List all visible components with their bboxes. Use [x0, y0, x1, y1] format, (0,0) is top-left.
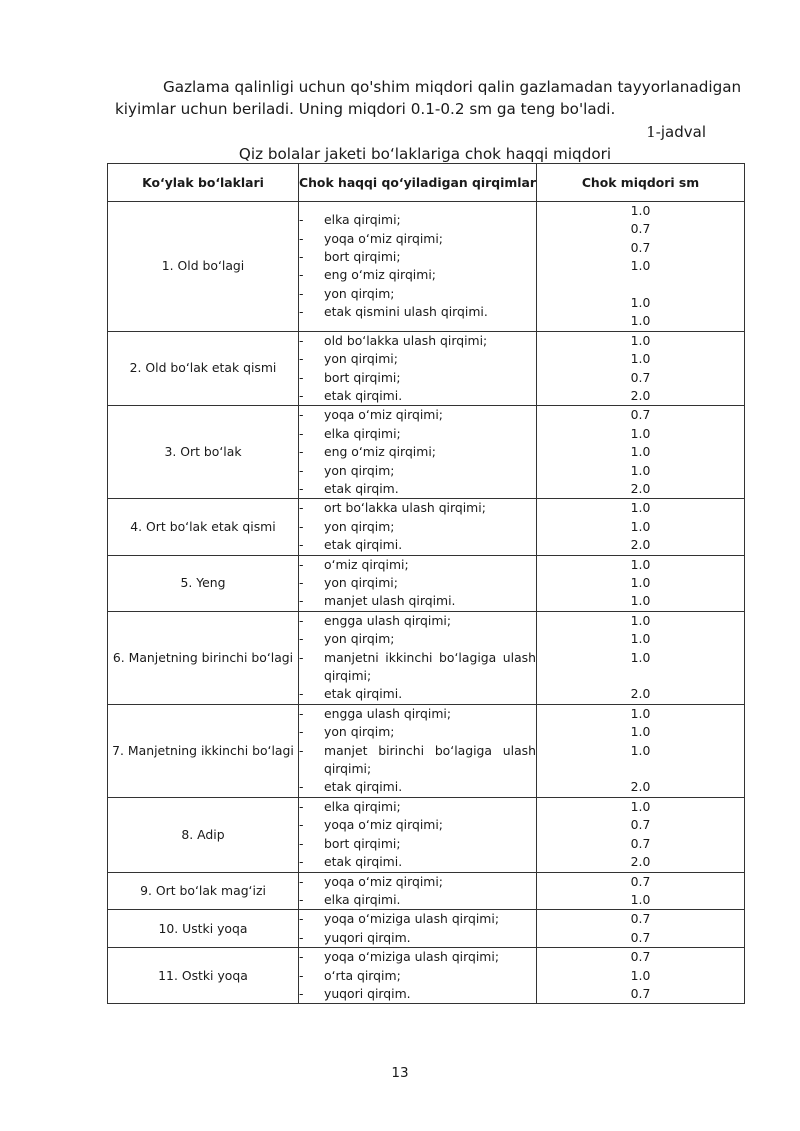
- amount-value: 1.0: [630, 742, 651, 758]
- cut-text: yon qirqim;: [324, 631, 395, 647]
- dash-bullet: -: [299, 798, 304, 814]
- amount-value: 1.0: [630, 612, 651, 628]
- cuts-cell: [299, 948, 537, 1004]
- amount-value: 1.0: [630, 631, 651, 647]
- cut-text: yuqori qirqim.: [324, 985, 411, 1001]
- cut-item: [299, 592, 536, 610]
- amount-value: 1.0: [630, 593, 651, 609]
- cut-item: [299, 303, 536, 321]
- cut-text: bort qirqimi;: [324, 248, 401, 264]
- page-number: 13: [391, 1065, 409, 1081]
- table-header-row: [108, 164, 745, 202]
- dash-bullet: -: [299, 835, 304, 851]
- dash-bullet: -: [299, 518, 304, 534]
- dash-bullet: -: [299, 407, 304, 423]
- cut-text: yon qirqimi;: [324, 575, 398, 591]
- table-row: [108, 872, 745, 910]
- amount-cell: [537, 202, 745, 332]
- cut-text: elka qirqimi;: [324, 212, 401, 228]
- dash-bullet: -: [299, 230, 304, 246]
- dash-bullet: -: [299, 873, 304, 889]
- part-name-cell: 10. Ustki yoqa: [108, 910, 299, 948]
- table-row: [108, 797, 745, 872]
- dash-bullet: -: [299, 705, 304, 721]
- cut-item: [299, 723, 536, 741]
- table-row: [108, 704, 745, 797]
- cut-item: [299, 387, 536, 405]
- dash-bullet: -: [299, 462, 304, 478]
- dash-bullet: -: [299, 686, 304, 702]
- table-label: jadval: [660, 123, 706, 141]
- cut-text: manjetni ikkinchi bo‘lagiga ulash qirqimi;: [324, 649, 536, 684]
- cut-text: yoqa o‘miz qirqimi;: [324, 407, 443, 423]
- cut-text: engga ulash qirqimi;: [324, 612, 452, 628]
- amount-value: 1.0: [630, 967, 651, 983]
- cut-text: eng o‘miz qirqimi;: [324, 267, 436, 283]
- amount-cell: [537, 406, 745, 499]
- cut-text: yoqa o‘miz qirqimi;: [324, 873, 443, 889]
- amount-value: 0.7: [630, 817, 651, 833]
- amount-value: 0.7: [630, 407, 651, 423]
- dash-bullet: -: [299, 285, 304, 301]
- cut-text: etak qirqimi.: [324, 537, 403, 553]
- dash-bullet: -: [299, 351, 304, 367]
- cut-item: [299, 406, 536, 424]
- cut-item: [299, 518, 536, 536]
- amount-value: 1.0: [630, 705, 651, 721]
- dash-bullet: -: [299, 480, 304, 496]
- cut-text: etak qirqimi.: [324, 686, 403, 702]
- cuts-cell: [299, 611, 537, 704]
- cut-text: etak qirqimi.: [324, 854, 403, 870]
- cuts-cell: [299, 910, 537, 948]
- amount-value: 0.7: [630, 911, 651, 927]
- amount-value: [537, 276, 744, 294]
- cut-text: yoqa o‘miziga ulash qirqimi;: [324, 949, 499, 965]
- dash-bullet: -: [299, 267, 304, 283]
- amount-value: 0.7: [630, 221, 651, 237]
- header-part: Ko‘ylak bo‘laklari: [108, 164, 299, 202]
- cut-item: [299, 574, 536, 592]
- header-cuts: Chok haqqi qo‘yiladigan qirqimlar: [299, 164, 537, 202]
- amount-value: [537, 760, 744, 778]
- cut-text: yon qirqim;: [324, 462, 395, 478]
- amount-value: 1.0: [630, 351, 651, 367]
- dash-bullet: -: [299, 967, 304, 983]
- dash-bullet: -: [299, 929, 304, 945]
- cut-item: [299, 443, 536, 461]
- amount-value: 0.7: [630, 949, 651, 965]
- part-name-cell: 8. Adip: [108, 797, 299, 872]
- amount-value: 1.0: [630, 500, 651, 516]
- amount-cell: [537, 611, 745, 704]
- table-number: 1-: [646, 123, 661, 141]
- cut-text: bort qirqimi;: [324, 835, 401, 851]
- table-body: [108, 202, 745, 1004]
- cut-text: yoqa o‘miz qirqimi;: [324, 817, 443, 833]
- cut-item: [299, 798, 536, 816]
- part-name-cell: 9. Ort bo‘lak mag‘izi: [108, 872, 299, 910]
- dash-bullet: -: [299, 779, 304, 795]
- amount-cell: [537, 555, 745, 611]
- dash-bullet: -: [299, 742, 304, 758]
- cut-item: [299, 480, 536, 498]
- dash-bullet: -: [299, 332, 304, 348]
- part-name-cell: 1. Old bo‘lagi: [108, 202, 299, 332]
- dash-bullet: -: [299, 631, 304, 647]
- seam-allowance-table: [107, 163, 745, 1004]
- cut-text: old bo‘lakka ulash qirqimi;: [324, 332, 488, 348]
- amount-value: 1.0: [630, 425, 651, 441]
- cut-item: [299, 948, 536, 966]
- cut-item: [299, 248, 536, 266]
- cut-text: yon qirqim;: [324, 724, 395, 740]
- cut-text: manjet ulash qirqimi.: [324, 593, 456, 609]
- amount-value: 2.0: [630, 779, 651, 795]
- table-row: [108, 611, 745, 704]
- dash-bullet: -: [299, 817, 304, 833]
- cut-text: etak qismini ulash qirqimi.: [324, 304, 488, 320]
- dash-bullet: -: [299, 387, 304, 403]
- amount-value: 0.7: [630, 239, 651, 255]
- amount-value: 1.0: [630, 203, 651, 218]
- cut-text: ort bo‘lakka ulash qirqimi;: [324, 500, 486, 516]
- table-row: [108, 555, 745, 611]
- cut-text: etak qirqim.: [324, 480, 399, 496]
- cut-item: [299, 369, 536, 387]
- cut-item: [299, 873, 536, 891]
- amount-value: 2.0: [630, 686, 651, 702]
- cuts-cell: [299, 331, 537, 406]
- table-row: [108, 406, 745, 499]
- header-amount: Chok miqdori sm: [537, 164, 745, 202]
- amount-value: 1.0: [630, 332, 651, 348]
- cut-text: yuqori qirqim.: [324, 929, 411, 945]
- cut-text: bort qirqimi;: [324, 369, 401, 385]
- table-number-label: [646, 122, 706, 142]
- cut-item: [299, 967, 536, 985]
- cuts-cell: [299, 797, 537, 872]
- cut-item: [299, 536, 536, 554]
- cut-item: [299, 556, 536, 574]
- cut-text: engga ulash qirqimi;: [324, 705, 452, 721]
- cuts-cell: [299, 499, 537, 555]
- part-name-cell: 5. Yeng: [108, 555, 299, 611]
- cut-item: [299, 891, 536, 909]
- amount-value: 0.7: [630, 929, 651, 945]
- part-name-cell: 11. Ostki yoqa: [108, 948, 299, 1004]
- cut-item: [299, 649, 536, 686]
- cut-text: eng o‘miz qirqimi;: [324, 444, 436, 460]
- dash-bullet: -: [299, 304, 304, 320]
- dash-bullet: -: [299, 575, 304, 591]
- amount-cell: [537, 872, 745, 910]
- amount-value: 1.0: [630, 518, 651, 534]
- dash-bullet: -: [299, 593, 304, 609]
- cut-item: [299, 211, 536, 229]
- amount-value: 0.7: [630, 985, 651, 1001]
- amount-cell: [537, 331, 745, 406]
- amount-value: 1.0: [630, 724, 651, 740]
- cut-item: [299, 929, 536, 947]
- table-row: [108, 202, 745, 332]
- cut-item: [299, 462, 536, 480]
- amount-value: 1.0: [630, 575, 651, 591]
- cut-item: [299, 985, 536, 1003]
- cuts-cell: [299, 704, 537, 797]
- cut-text: yoqa o‘miz qirqimi;: [324, 230, 443, 246]
- cut-item: [299, 425, 536, 443]
- amount-value: 1.0: [630, 462, 651, 478]
- dash-bullet: -: [299, 248, 304, 264]
- cut-text: yon qirqim;: [324, 285, 395, 301]
- cut-text: yon qirqimi;: [324, 351, 398, 367]
- part-name-cell: 2. Old bo‘lak etak qismi: [108, 331, 299, 406]
- dash-bullet: -: [299, 949, 304, 965]
- cut-text: o‘rta qirqim;: [324, 967, 401, 983]
- cut-text: o‘miz qirqimi;: [324, 556, 409, 572]
- amount-value: 1.0: [630, 891, 651, 907]
- cuts-cell: [299, 202, 537, 332]
- amount-value: 0.7: [630, 873, 651, 889]
- intro-paragraph: [115, 76, 745, 120]
- intro-text: Gazlama qalinligi uchun qo'shim miqdori qalin gazlamadan tayyorlanadigan kiyimlar uchun beriladi. Uning miqdori 0.1-0.2 sm ga teng bo'ladi.: [115, 78, 742, 118]
- dash-bullet: -: [299, 612, 304, 628]
- dash-bullet: -: [299, 425, 304, 441]
- table-row: [108, 948, 745, 1004]
- cut-text: etak qirqimi.: [324, 779, 403, 795]
- amount-cell: [537, 704, 745, 797]
- amount-value: 1.0: [630, 798, 651, 814]
- amount-value: 1.0: [630, 649, 651, 665]
- dash-bullet: -: [299, 556, 304, 572]
- cut-item: [299, 685, 536, 703]
- part-name-cell: 6. Manjetning birinchi bo‘lagi: [108, 611, 299, 704]
- amount-value: 1.0: [630, 313, 651, 329]
- dash-bullet: -: [299, 537, 304, 553]
- cut-item: [299, 705, 536, 723]
- cut-item: [299, 910, 536, 928]
- dash-bullet: -: [299, 891, 304, 907]
- table-row: [108, 910, 745, 948]
- part-name-cell: 7. Manjetning ikkinchi bo‘lagi: [108, 704, 299, 797]
- amount-value: 0.7: [630, 369, 651, 385]
- amount-cell: [537, 797, 745, 872]
- cut-text: elka qirqimi;: [324, 798, 401, 814]
- table-row: [108, 331, 745, 406]
- cut-item: [299, 630, 536, 648]
- cut-item: [299, 332, 536, 350]
- table-caption: Qiz bolalar jaketi bo‘laklariga chok haqqi miqdori: [238, 145, 612, 163]
- amount-value: 2.0: [630, 387, 651, 403]
- dash-bullet: -: [299, 724, 304, 740]
- cut-text: yoqa o‘miziga ulash qirqimi;: [324, 911, 499, 927]
- amount-value: 2.0: [630, 480, 651, 496]
- cut-text: yon qirqim;: [324, 518, 395, 534]
- cut-item: [299, 612, 536, 630]
- cuts-cell: [299, 406, 537, 499]
- amount-cell: [537, 910, 745, 948]
- cut-item: [299, 266, 536, 284]
- amount-value: 1.0: [630, 294, 651, 310]
- dash-bullet: -: [299, 212, 304, 228]
- cut-text: etak qirqimi.: [324, 387, 403, 403]
- amount-value: 0.7: [630, 835, 651, 851]
- part-name-cell: 3. Ort bo‘lak: [108, 406, 299, 499]
- cut-item: [299, 778, 536, 796]
- table-row: [108, 499, 745, 555]
- dash-bullet: -: [299, 444, 304, 460]
- cut-item: [299, 230, 536, 248]
- cut-item: [299, 853, 536, 871]
- dash-bullet: -: [299, 854, 304, 870]
- dash-bullet: -: [299, 911, 304, 927]
- part-name-cell: 4. Ort bo‘lak etak qismi: [108, 499, 299, 555]
- amount-value: 2.0: [630, 854, 651, 870]
- amount-value: 2.0: [630, 537, 651, 553]
- cut-text: elka qirqimi;: [324, 425, 401, 441]
- amount-value: 1.0: [630, 258, 651, 274]
- dash-bullet: -: [299, 369, 304, 385]
- amount-cell: [537, 948, 745, 1004]
- amount-value: 1.0: [630, 444, 651, 460]
- cut-item: [299, 499, 536, 517]
- cut-item: [299, 285, 536, 303]
- dash-bullet: -: [299, 500, 304, 516]
- amount-value: 1.0: [630, 556, 651, 572]
- cut-item: [299, 816, 536, 834]
- cuts-cell: [299, 555, 537, 611]
- dash-bullet: -: [299, 649, 304, 665]
- dash-bullet: -: [299, 985, 304, 1001]
- amount-value: [537, 667, 744, 685]
- amount-cell: [537, 499, 745, 555]
- cut-item: [299, 835, 536, 853]
- cuts-cell: [299, 872, 537, 910]
- cut-text: elka qirqimi.: [324, 891, 401, 907]
- cut-text: manjet birinchi bo‘lagiga ulash qirqimi;: [324, 742, 536, 777]
- cut-item: [299, 350, 536, 368]
- cut-item: [299, 742, 536, 779]
